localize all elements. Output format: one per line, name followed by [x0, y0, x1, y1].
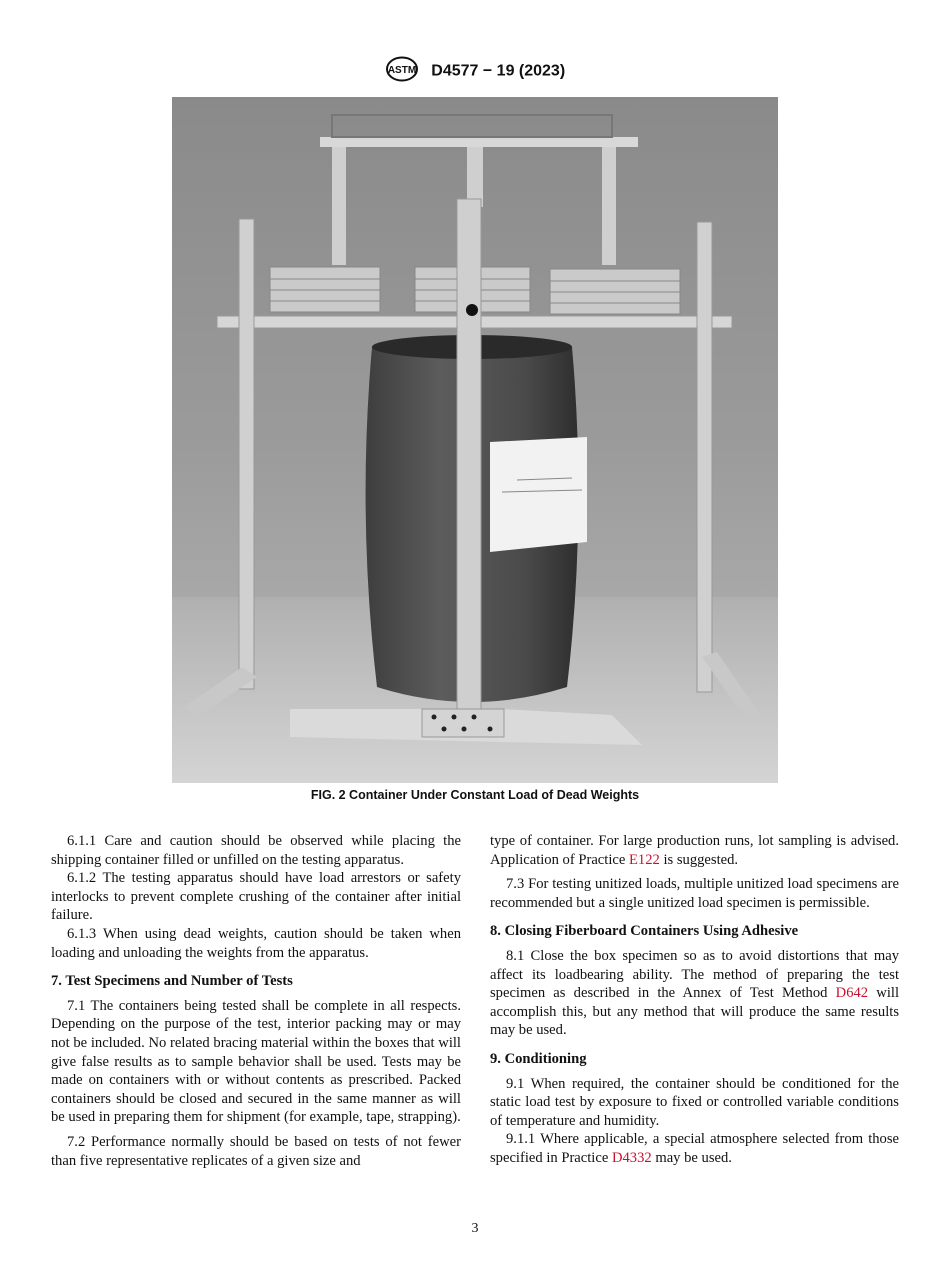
astm-logo-icon: [385, 56, 419, 87]
link-d642[interactable]: D642: [835, 985, 869, 1002]
paragraph-6-1-3: 6.1.3 When using dead weights, caution should be taken when loading and unloading the weights from the apparatus.: [51, 925, 461, 961]
section-heading-7: 7. Test Specimens and Number of Tests: [51, 973, 293, 990]
paragraph-7-3: 7.3 For testing unitized loads, multiple unitized load specimens are recommended but a single unitized load specimen is permissible.: [490, 876, 899, 911]
section-heading-8: 8. Closing Fiberboard Containers Using Adhesive: [490, 923, 799, 940]
svg-text:ASTM: ASTM: [387, 65, 416, 76]
paragraph-7-2: 7.2 Performance normally should be based on tests of not fewer than five representative replicates of a given size and: [51, 1133, 461, 1169]
link-d4332[interactable]: D4332: [611, 1149, 652, 1166]
link-e122[interactable]: E122: [629, 851, 660, 868]
figure-caption: FIG. 2 Container Under Constant Load of Dead Weights: [310, 788, 640, 802]
paragraph-9-1-1: [490, 1130, 899, 1167]
page-header: [0, 56, 950, 87]
text-span: 8.1 Close the box specimen so as to avoid distortions that may affect its loadbearing ability. The method of preparing the test specimen as described in the Annex of Test Method: [490, 947, 899, 1002]
paragraph-7-2-continued: [490, 832, 899, 869]
paragraph-9-1: 9.1 When required, the container should be conditioned for the static load test by exposure to fixed or controlled variable conditions of temperature and humidity.: [490, 1075, 899, 1129]
standard-code: D4577 − 19 (2023): [431, 62, 566, 80]
text-span: type of container. For large production runs, lot sampling is advised. Application of Practice: [490, 833, 899, 868]
paragraph-7-1: 7.1 The containers being tested shall be complete in all respects. Depending on the purpose of the test, interior packing may or may not be included. No related bracing material within the boxes that will give false results as to sample behavior shall be used. Tests may be made on containers with or without contents as prescribed. Packed containers should be closed and secured in the same manner as will be used in preparing them for shipment (for example, tape, strapping).: [51, 997, 461, 1126]
text-span: 9.1.1 Where applicable, a special atmosphere selected from those specified in Practice: [490, 1131, 899, 1166]
text-span: will accomplish this, but any method that will produce the same results may be used.: [490, 985, 899, 1039]
text-span: is suggested.: [659, 851, 739, 868]
text-span: may be used.: [651, 1149, 732, 1166]
paragraph-6-1-1: 6.1.1 Care and caution should be observed while placing the shipping container filled or unfilled on the testing apparatus.: [51, 833, 461, 868]
section-heading-9: 9. Conditioning: [490, 1050, 587, 1067]
left-column: [51, 832, 461, 1170]
right-column: [490, 832, 899, 1168]
page-number: 3: [471, 1221, 479, 1236]
paragraph-6-1-2: 6.1.2 The testing apparatus should have load arrestors or safety interlocks to prevent complete crushing of the container after initial failure.: [51, 870, 461, 924]
paragraph-8-1: [490, 947, 899, 1040]
figure-photo: [172, 97, 778, 783]
